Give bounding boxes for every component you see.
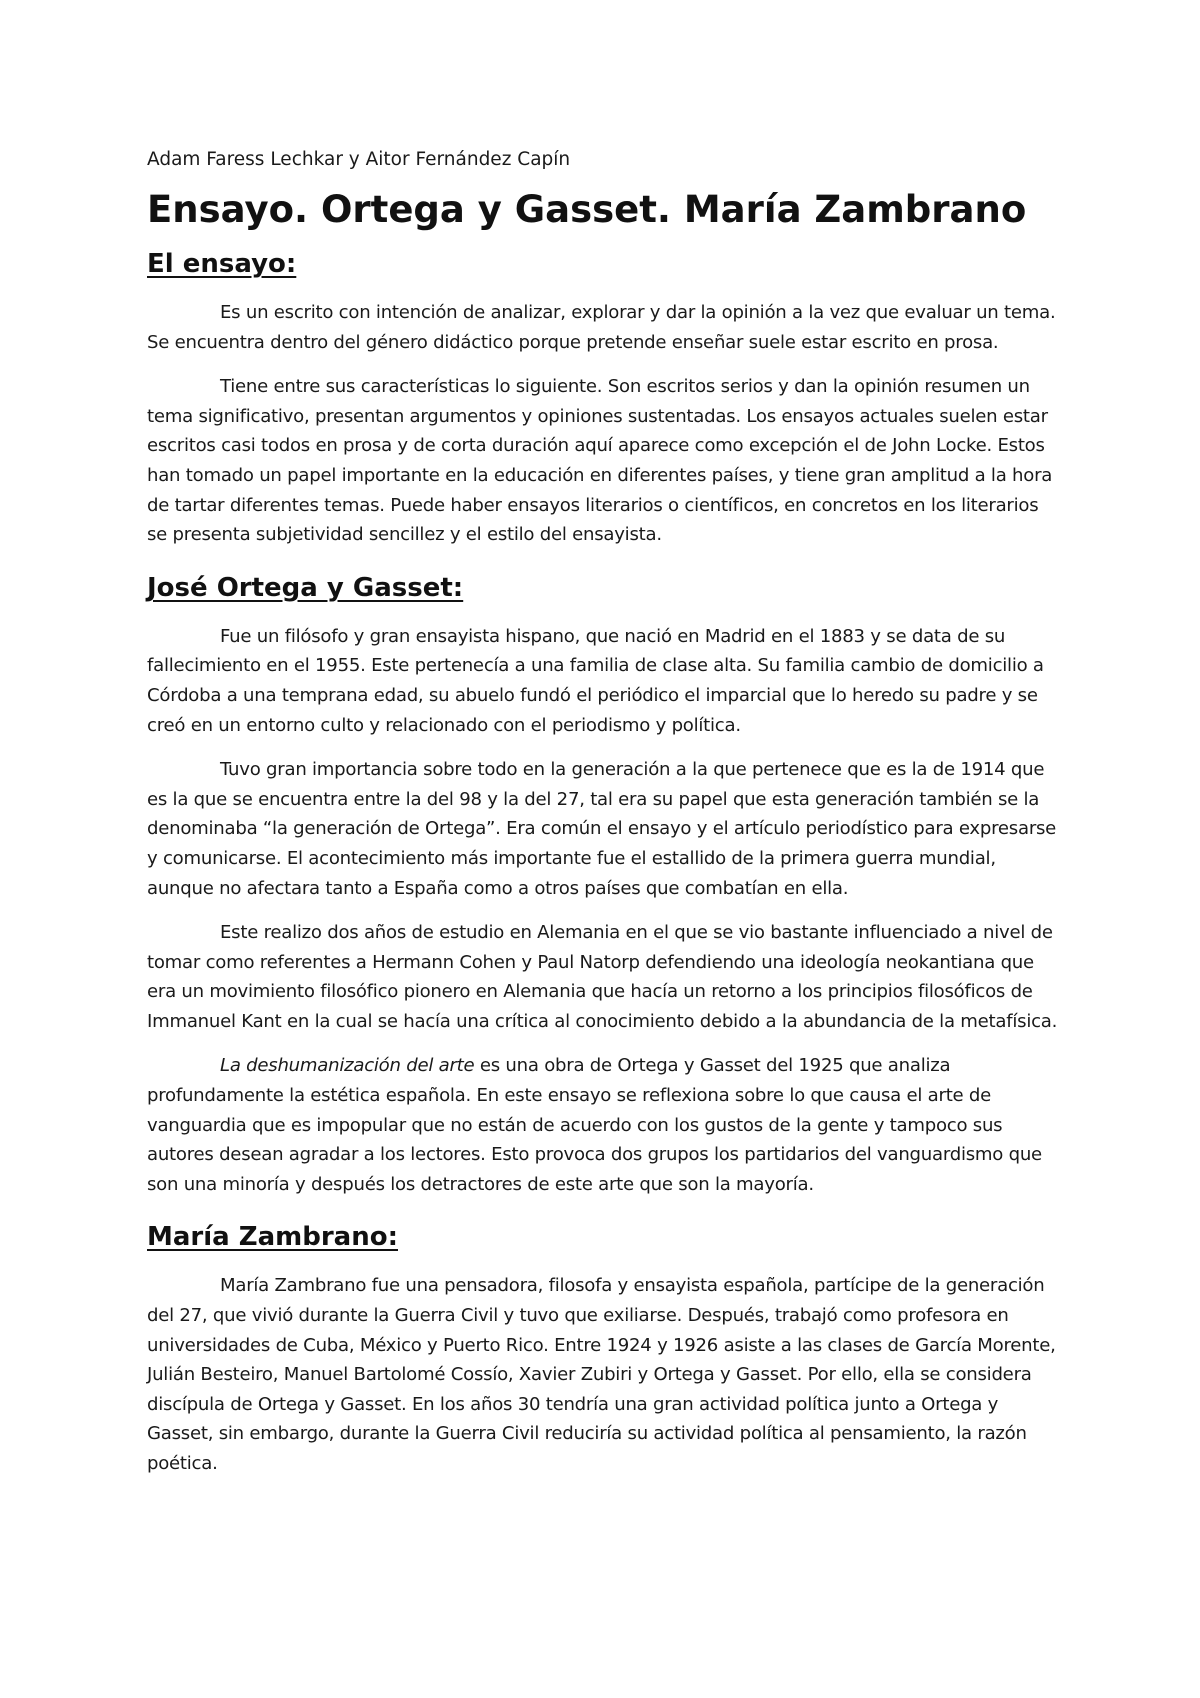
paragraph: Tiene entre sus características lo siguiente. Son escritos serios y dan la opinión resumen un tema significativo, presentan argumentos y opiniones sustentadas. Los ensayos actuales suelen estar escritos casi todos en prosa y de corta duración aquí aparece como excepción el de John Locke. Estos han tomado un papel importante en la educación en diferentes países, y tiene gran amplitud a la hora de tartar diferentes temas. Puede haber ensayos literarios o científicos, en concretos en los literarios se presenta subjetividad sencillez y el estilo del ensayista.: [147, 376, 1053, 546]
paragraph: [147, 1051, 1062, 1199]
section-zambrano: [147, 1217, 1062, 1478]
paragraph: María Zambrano fue una pensadora, filosofa y ensayista española, partícipe de la generación del 27, que vivió durante la Guerra Civil y tuvo que exiliarse. Después, trabajó como profesora en universidades de Cuba, México y Puerto Rico. Entre 1924 y 1926 asiste a las clases de García Morente, Julián Besteiro, Manuel Bartolomé Cossío, Xavier Zubiri y Ortega y Gasset. Por ello, ella se considera discípula de Ortega y Gasset. En los años 30 tendría una gran actividad política junto a Ortega y Gasset, sin embargo, durante la Guerra Civil reduciría su actividad política al pensamiento, la razón poética.: [147, 1275, 1056, 1474]
paragraph: Tuvo gran importancia sobre todo en la generación a la que pertenece que es la de 1914 que es la que se encuentra entre la del 98 y la del 27, tal era su papel que esta generación también se la denominaba “la generación de Ortega”. Era común el ensayo y el artículo periodístico para expresarse y comunicarse. El acontecimiento más importante fue el estallido de la primera guerra mundial, aunque no afectara tanto a España como a otros países que combatían en ella.: [147, 759, 1057, 899]
paragraph-text: es una obra de Ortega y Gasset del 1925 que analiza profundamente la estética española. En este ensayo se reflexiona sobre lo que causa el arte de vanguardia que es impopular que no están de acuerdo con los gustos de la gente y tampoco sus autores desean agradar a los lectores. Esto provoca dos grupos los partidarios del vanguardismo que son una minoría y después los detractores de este arte que son la mayoría.: [147, 1055, 1042, 1195]
document-title: Ensayo. Ortega y Gasset. María Zambrano: [147, 188, 1027, 231]
section-ortega: [147, 568, 1062, 1200]
authors-line: Adam Faress Lechkar y Aitor Fernández Capín: [147, 149, 571, 170]
section-heading-ortega: José Ortega y Gasset:: [147, 572, 464, 603]
paragraph: Es un escrito con intención de analizar, explorar y dar la opinión a la vez que evaluar un tema. Se encuentra dentro del género didáctico porque pretende enseñar suele estar escrito en prosa.: [147, 302, 1056, 353]
section-heading-zambrano: María Zambrano:: [147, 1222, 398, 1253]
paragraph: Este realizo dos años de estudio en Alemania en el que se vio bastante influenciado a nivel de tomar como referentes a Hermann Cohen y Paul Natorp defendiendo una ideología neokantiana que era un movimiento filosófico pionero en Alemania que hacía un retorno a los principios filosóficos de Immanuel Kant en la cual se hacía una crítica al conocimiento debido a la abundancia de la metafísica.: [147, 922, 1058, 1032]
document-body: [147, 146, 1062, 1494]
book-title: La deshumanización del arte: [220, 1055, 475, 1077]
section-heading-ensayo: El ensayo:: [147, 249, 297, 279]
section-ensayo: [147, 244, 1062, 550]
paragraph: Fue un filósofo y gran ensayista hispano, que nació en Madrid en el 1883 y se data de su fallecimiento en el 1955. Este pertenecía a una familia de clase alta. Su familia cambio de domicilio a Córdoba a una temprana edad, su abuelo fundó el periódico el imparcial que lo heredo su padre y se creó en un entorno culto y relacionado con el periodismo y política.: [147, 625, 1044, 736]
